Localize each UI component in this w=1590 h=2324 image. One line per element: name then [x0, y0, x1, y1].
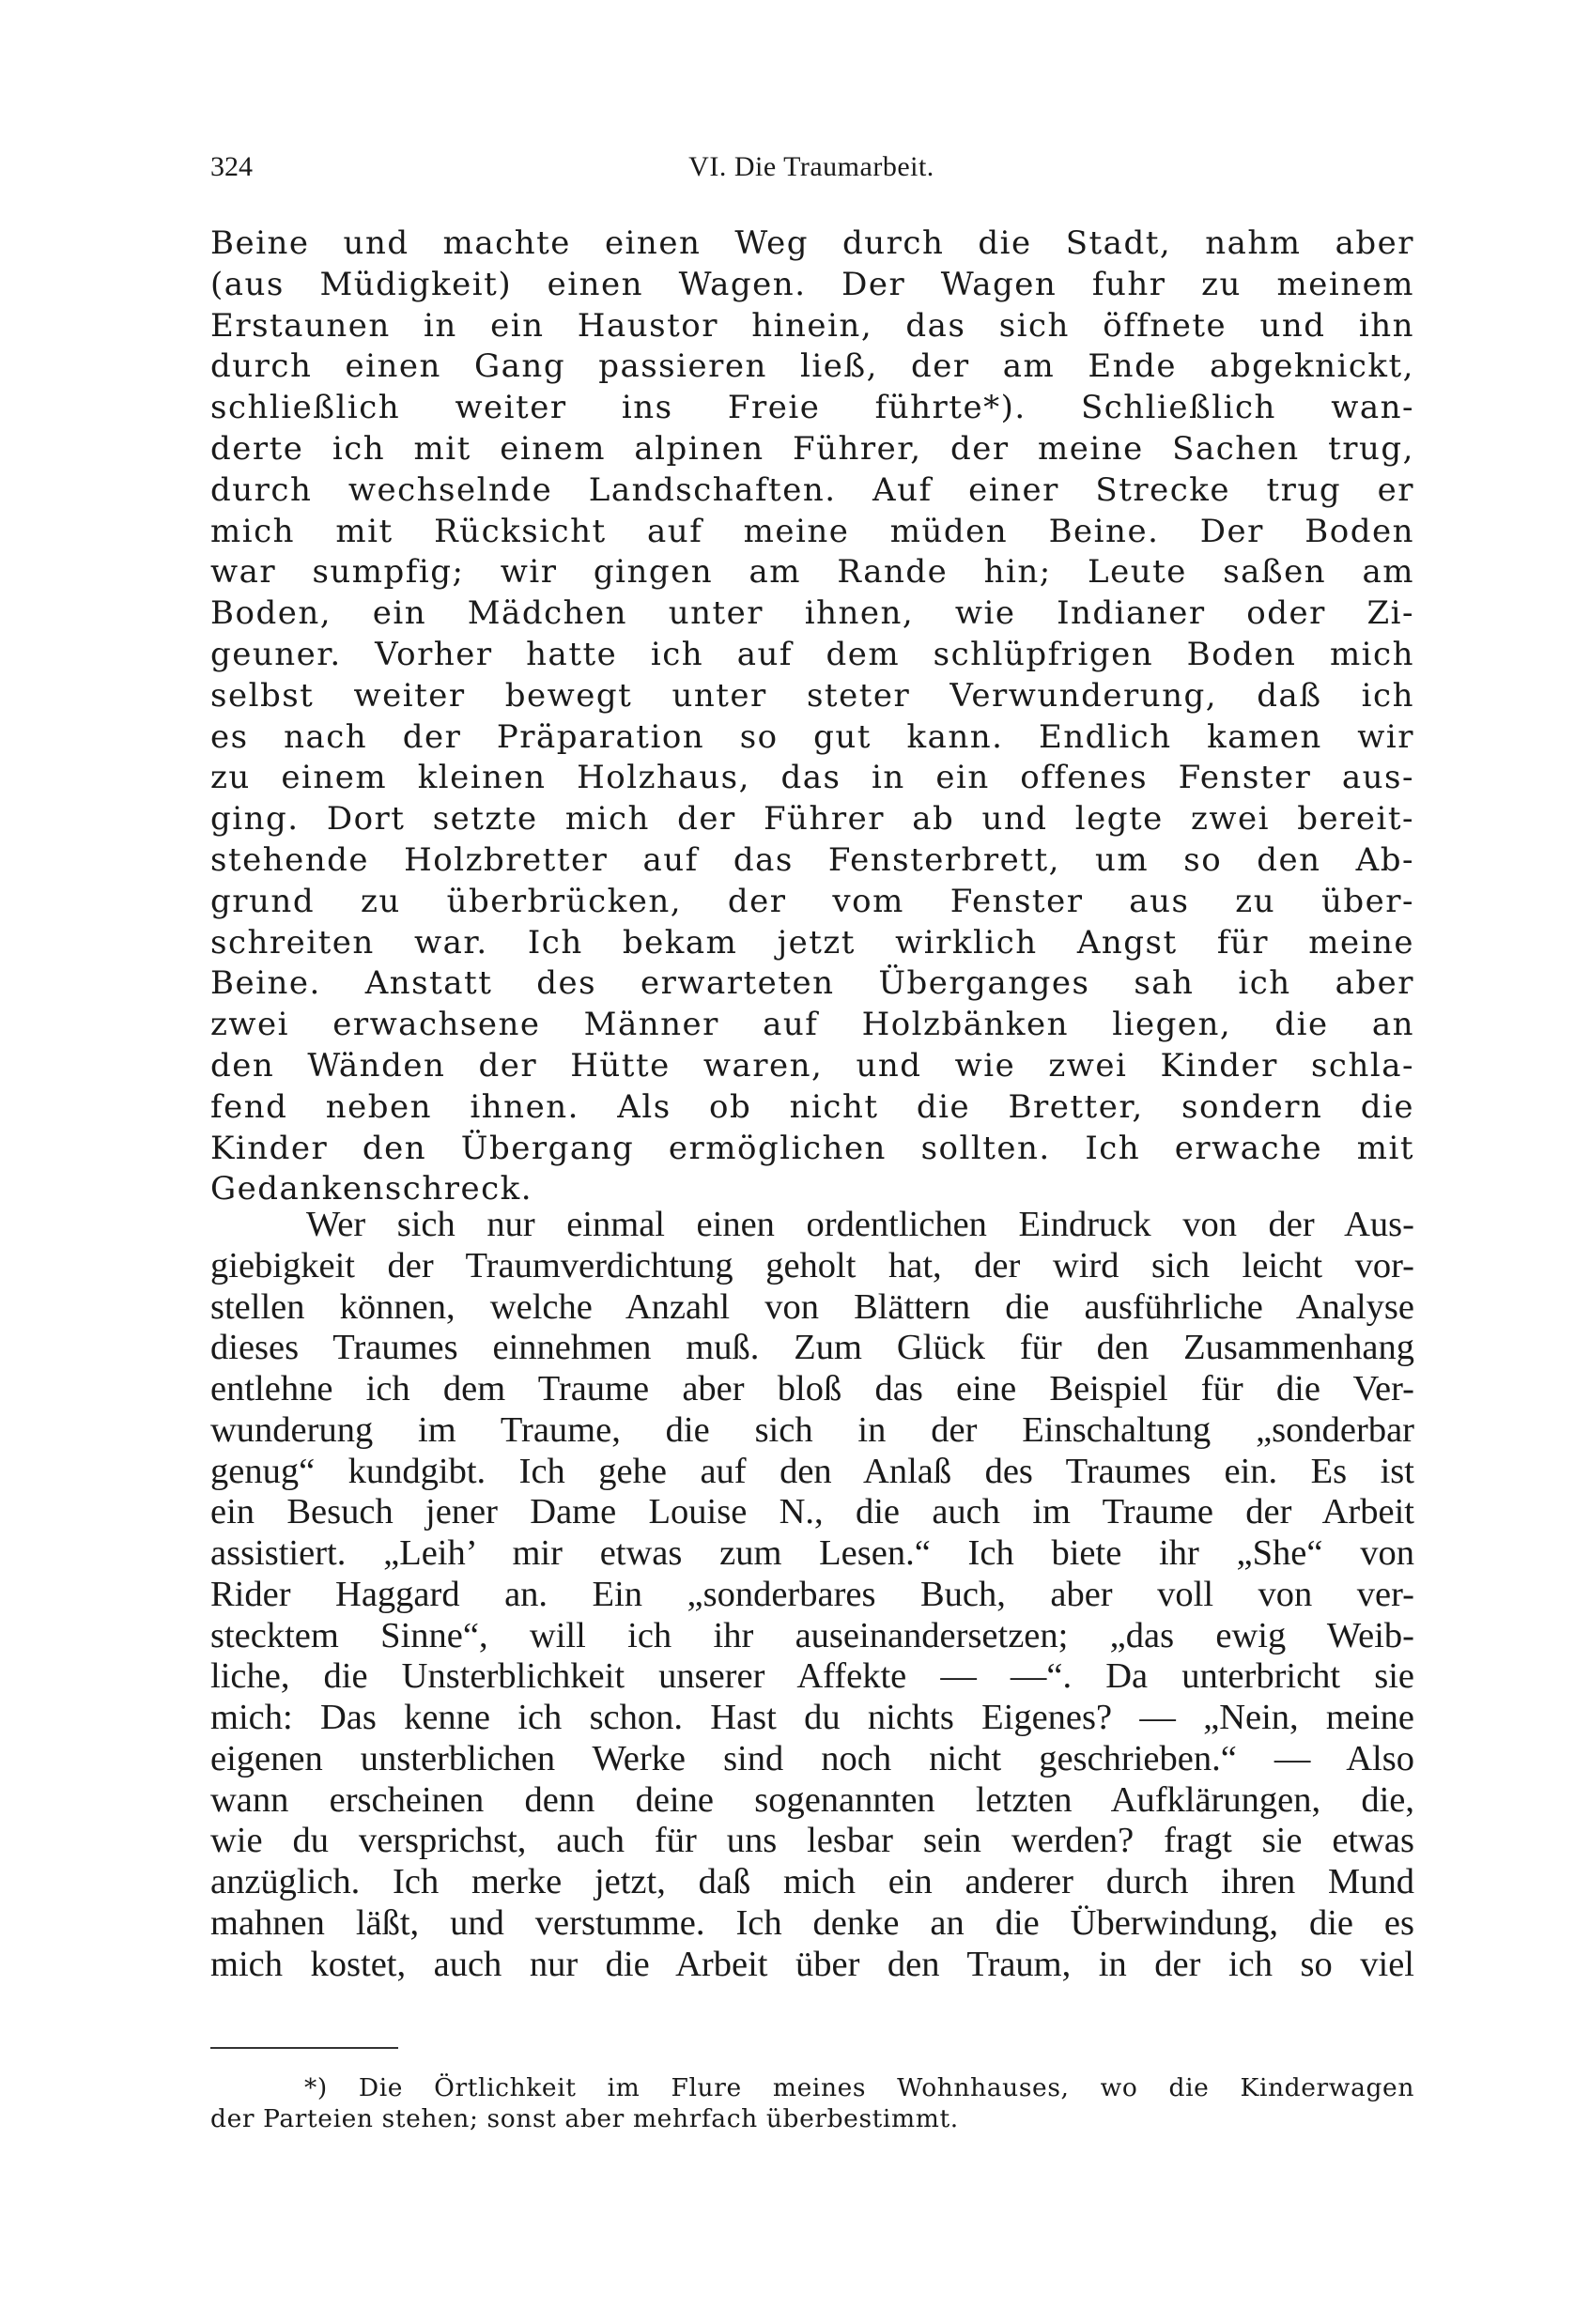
text-line: Beine und machte einen Weg durch die Stadt, nahm aber: [210, 224, 1414, 262]
text-line: schreiten war. Ich bekam jetzt wirklich Angst für meine: [210, 923, 1414, 962]
text-line: fend neben ihnen. Als ob nicht die Bretter, sondern die: [210, 1087, 1414, 1126]
text-line: ging. Dort setzte mich der Führer ab und legte zwei bereit-: [210, 800, 1414, 839]
text-line: zwei erwachsene Männer auf Holzbänken liegen, die an: [210, 1006, 1414, 1044]
running-head: VI. Die Traumarbeit.: [688, 151, 934, 182]
text-line: mahnen läßt, und verstumme. Ich denke an die Überwindung, die es: [210, 1902, 1414, 1943]
text-line: grund zu überbrücken, der vom Fenster aus zu über-: [210, 882, 1414, 920]
text-line: wie du versprichst, auch für uns lesbar sein werden? fragt sie etwas: [210, 1821, 1414, 1861]
text-line: Wer sich nur einmal einen ordentlichen Eindruck von der Aus-: [306, 1205, 1414, 1244]
footnote-line: *) Die Örtlichkeit im Flure meines Wohnhauses, wo die Kinderwagen: [304, 2073, 1414, 2102]
text-line: es nach der Präparation so gut kann. Endlich kamen wir: [210, 717, 1414, 756]
text-line: genug“ kundgibt. Ich gehe auf den Anlaß des Traumes ein. Es ist: [210, 1451, 1414, 1491]
text-line: ein Besuch jener Dame Louise N., die auch im Traume der Arbeit: [210, 1492, 1414, 1532]
text-line: schließlich weiter ins Freie führte*). Schließlich wan-: [210, 389, 1414, 427]
text-line: mich mit Rücksicht auf meine müden Beine. Der Boden: [210, 512, 1414, 550]
text-line: eigenen unsterblichen Werke sind noch nicht geschrieben.“ — Also: [210, 1738, 1414, 1778]
text-line: stecktem Sinne“, will ich ihr auseinandersetzen; „das ewig Weib-: [210, 1615, 1414, 1655]
text-line: geuner. Vorher hatte ich auf dem schlüpfrigen Boden mich: [210, 635, 1414, 673]
analysis-paragraph: [210, 1205, 1414, 1985]
text-line: den Wänden der Hütte waren, und wie zwei Kinder schla-: [210, 1046, 1414, 1085]
text-line: derte ich mit einem alpinen Führer, der meine Sachen trug,: [210, 429, 1414, 468]
text-line: wunderung im Traume, die sich in der Einschaltung „sonderbar: [210, 1409, 1414, 1450]
page-header: [210, 148, 1412, 186]
text-line: war sumpfig; wir gingen am Rande hin; Leute saßen am: [210, 553, 1414, 592]
text-line: Rider Haggard an. Ein „sonderbares Buch, aber voll von ver-: [210, 1574, 1414, 1614]
text-line: anzüglich. Ich merke jetzt, daß mich ein anderer durch ihren Mund: [210, 1862, 1414, 1901]
text-line: stellen können, welche Anzahl von Blättern die ausführliche Analyse: [210, 1286, 1414, 1327]
text-line: Beine. Anstatt des erwarteten Überganges sah ich aber: [210, 964, 1414, 1003]
text-line: liche, die Unsterblichkeit unserer Affekte — —“. Da unterbricht sie: [210, 1656, 1414, 1697]
text-line: Gedankenschreck.: [210, 1170, 533, 1208]
text-line: mich kostet, auch nur die Arbeit über den Traum, in der ich so viel: [210, 1944, 1414, 1984]
text-line: giebigkeit der Traumverdichtung geholt hat, der wird sich leicht vor-: [210, 1245, 1414, 1285]
text-line: mich: Das kenne ich schon. Hast du nichts Eigenes? — „Nein, meine: [210, 1698, 1414, 1737]
text-line: Boden, ein Mädchen unter ihnen, wie Indianer oder Zi-: [210, 594, 1414, 633]
page-number: 324: [210, 151, 253, 182]
text-line: selbst weiter bewegt unter steter Verwunderung, daß ich: [210, 676, 1414, 715]
footnote-rule: [210, 2047, 398, 2049]
text-line: (aus Müdigkeit) einen Wagen. Der Wagen fuhr zu meinem: [210, 265, 1414, 303]
text-line: zu einem kleinen Holzhaus, das in ein offenes Fenster aus-: [210, 759, 1414, 797]
text-line: durch wechselnde Landschaften. Auf einer Strecke trug er: [210, 470, 1414, 509]
text-line: Kinder den Übergang ermöglichen sollten. Ich erwache mit: [210, 1129, 1414, 1167]
text-line: entlehne ich dem Traume aber bloß das eine Beispiel für die Ver-: [210, 1369, 1414, 1408]
dream-text-block: [210, 223, 1414, 1210]
text-line: dieses Traumes einnehmen muß. Zum Glück für den Zusammenhang: [210, 1328, 1414, 1368]
text-line: assistiert. „Leih’ mir etwas zum Lesen.“ Ich biete ihr „She“ von: [210, 1533, 1414, 1573]
footnote-line: der Parteien stehen; sonst aber mehrfach überbestimmt.: [210, 2104, 959, 2133]
text-line: Erstaunen in ein Haustor hinein, das sich öffnete und ihn: [210, 306, 1414, 345]
text-line: wann erscheinen denn deine sogenannten letzten Aufklärungen, die,: [210, 1779, 1414, 1820]
text-line: stehende Holzbretter auf das Fensterbrett, um so den Ab-: [210, 840, 1414, 879]
footnote: [210, 2072, 1414, 2134]
text-line: durch einen Gang passieren ließ, der am Ende abgeknickt,: [210, 347, 1414, 386]
